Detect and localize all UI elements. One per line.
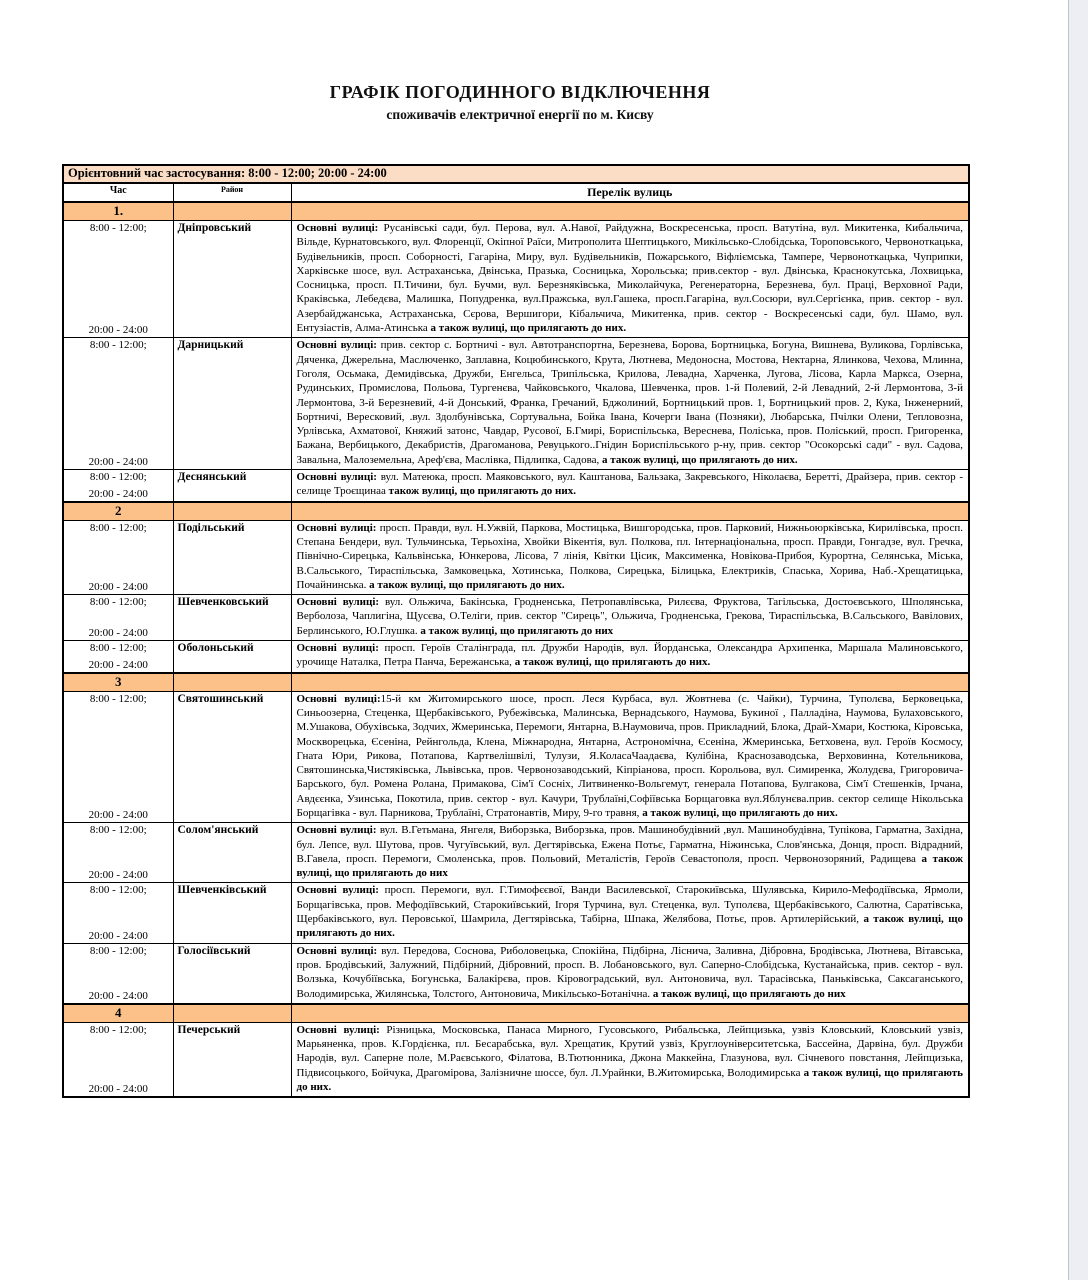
district-name: Голосіївський — [173, 943, 291, 1004]
group-row-2 — [63, 502, 969, 521]
column-header-time: Час — [63, 183, 173, 202]
time-cell — [63, 221, 173, 338]
time-morning: 8:00 - 12:00; — [89, 884, 147, 897]
streets-body: Різницька, Московська, Панаса Мирного, Гусовського, Рибальська, Лейпцизька, узвіз Кловський, Кловський узвіз, Марьяненка, пров. К.Гордієнка, пл. Бесарабська, вул. Хрещатик, Крутий узвіз, Круглоуніверситетська, Бассейна, Дарвіна, бул. Дружби Народів, вул. Саперне поле, М.Раєвського, Філатова, В.Тютюнника, Джона Маккейна, Глазунова, вул. Січневого повстання, Лейпцизька, Підвисоцького, Бойчука, Драгомірова, Залізничне шоссе, бул. Л.Урайнки, В.Житомирська, Володимирська — [296, 1023, 963, 1079]
table-row — [63, 221, 969, 338]
time-cell — [63, 520, 173, 594]
streets-lead: Основні вулиці: — [296, 824, 377, 837]
time-cell — [63, 641, 173, 673]
time-evening: 20:00 - 24:00 — [88, 456, 148, 469]
scrollbar-track[interactable] — [1068, 0, 1088, 1280]
streets-tail: а також вулиці, що прилягають до них. — [430, 322, 627, 335]
time-cell — [63, 595, 173, 641]
streets-list — [291, 691, 969, 823]
time-morning: 8:00 - 12:00; — [89, 339, 147, 352]
district-name: Дарницький — [173, 338, 291, 470]
time-cell — [63, 943, 173, 1004]
streets-list — [291, 1022, 969, 1097]
streets-list — [291, 595, 969, 641]
streets-tail: також вулиці, що прилягають до них. — [388, 485, 576, 498]
table-row — [63, 470, 969, 502]
streets-tail: а також вулиці, що прилягають до них. — [642, 806, 838, 819]
time-cell — [63, 470, 173, 502]
time-morning: 8:00 - 12:00; — [89, 692, 147, 705]
streets-tail: а також вулиці, що прилягають до них. — [369, 578, 565, 591]
streets-body: просп. Перемоги, вул. Г.Тимофєєвої, Ванди Василевської, Старокиївська, Шулявська, Кирило-Мефодіївська, Ярмоли, Борщагівська, пров. Мефодіївський, Старокиївський, Ігоря Турчина, вул. Стеценка, вул. Туполєва, Щербаківського, Салютна, Саратівська, Щербаківського, вул. Перовської, Шамрила, Дегтярівська, Табірна, Шпака, Желябова, Потьє, пров. Артилерійський, — [296, 884, 963, 926]
table-row — [63, 520, 969, 594]
table-row — [63, 883, 969, 943]
streets-list — [291, 338, 969, 470]
streets-lead: Основні вулиці: — [296, 642, 379, 655]
streets-body: 15-й км Житомирського шосе, просп. Леся Курбаса, вул. Жовтнева (с. Чайки), Турчина, Туполєва, Берковецька, Синьоозерна, Стеценка, Щербаківського, Рубежівська, Малинська, Вернадського, Наумова, Букиної , Палладіна, Наумова, Булаховського, М.Ушакова, Обухівська, Зодчих, Жмеринська, Перемоги, Янтарна, В.Наумовича, пров. Прикладний, Блока, Драй-Хмари, Костюка, Кіровська, Москворецька, Єсеніна, Рейнгольда, Клена, Міжнародна, Янтарна, Астрономічна, Єсеніна, Жмеринська, Бетховена, вул. Героїв Космосу, Гната Юри, Рикова, Потапова, Картвелішвілі, Тулузи, Я.КоласаЧаадаєва, Кулібіна, Краснозаводська, Верховинна, Котельникова, Святошинська,Чистяківська, Львівська, пров. Червонозаводський, Кіпріанова, просп. Корольова, вул. Симиренка, Жолудєва, Григоровича-Барського, бул. Ромена Ролана, Примакова, Сім'ї Сосніх, Литвиненко-Вольгемут, генерала Потапова, Булгакова, Сім'ї Стешенків, Ірчана, Авдєєнка, Узинська, Покотила, прив. сектор - вул. Качури, Трублаїні,Софіївська Борщаговка вул.Яблунєва.прив. сектор селище Нікольська Борщагівка - вул. Парникова, Трублаїні, Стратонавтів, Миру, 9-го травня, — [296, 692, 963, 819]
group-row-3 — [63, 673, 969, 692]
group-row-1 — [63, 202, 969, 221]
streets-list — [291, 883, 969, 943]
district-name: Подільський — [173, 520, 291, 594]
table-row — [63, 641, 969, 673]
time-evening: 20:00 - 24:00 — [88, 869, 148, 882]
streets-body: вул. Передова, Соснова, Риболовецька, Спокійна, Підбірна, Ліснича, Заливна, Дібровна, Бродівська, Лютнева, Вітавська, пров. Бродівський, Залужний, Підбірний, Дібровний, просп. В. Лобановського, вул. Саперно-Слобідська, Кустанайська, прив. сектор - вул. Волзька, Кочубіївська, Богунська, Балакірєва, пров. Кіровоградський, вул. Антоновича, вул. Тарасівська, Паньківська, Саксаганського, Володимирська, Жилянська, Толстого, Антоновича, Микільсько-Ботанічна. — [296, 944, 964, 1000]
table-row — [63, 338, 969, 470]
time-evening: 20:00 - 24:00 — [88, 1083, 148, 1096]
streets-tail: а також вулиці, що прилягають до них — [296, 852, 964, 880]
streets-tail: а також вулиці, що прилягають до них. — [514, 656, 711, 669]
time-cell — [63, 1022, 173, 1097]
district-name: Шевченківський — [173, 883, 291, 943]
district-name: Дніпровський — [173, 221, 291, 338]
time-morning: 8:00 - 12:00; — [89, 222, 147, 234]
streets-tail: а також вулиці, що прилягають до них. — [296, 1066, 963, 1094]
time-morning: 8:00 - 12:00; — [89, 824, 147, 837]
time-evening: 20:00 - 24:00 — [88, 627, 148, 640]
streets-lead: Основні вулиці: — [296, 471, 377, 484]
applied-time-note-row — [63, 165, 969, 183]
streets-body: вул. В.Гетьмана, Янгеля, Виборзька, Виборзька, пров. Машинобудівний ,вул. Машинобудівна, Тупікова, Гарматна, Західна, бул. Лепсе, вул. Шутова, пров. Чугуївський, вул. Дегтярівська, Ежена Потьє, Гарматна, Ніжинська, Слов'янська, Донця, просп. Відрадний, В.Гавела, просп. Перемоги, Смоленська, пров. Польовий, Металістів, Героїв Севастополя, просп. Червонозоряний, Радищева — [296, 824, 963, 865]
column-header-streets: Перелік вулиць — [291, 183, 969, 202]
streets-body: просп. Героїв Сталінграда, пл. Дружби Народів, вул. Йорданська, Олександра Архипенка, Маршала Малиновського, урочище Наталка, Петра Панча, Бережанська, — [296, 642, 963, 669]
streets-body: прив. сектор с. Бортничі - вул. Автотранспортна, Березнева, Борова, Бортницька, Богуна, Вишнева, Вуликова, Горлівська, Дяченка, Джерельна, Маслюченко, Заплавна, Коцюбинського, Крута, Лютнева, Медоносна, Мостова, Нектарна, Ялинкова, Чехова, Млинна, Гоголя, Осьмака, Демидівська, Дружби, Енгельса, Трипільська, Крилова, Левадна, Харченка, Лугова, Лісова, Карла Маркса, Озерна, Рудинських, Промислова, Польова, Тургенєва, Чайковського, Чкалова, Шевченка, пров. 1-й Полевий, 2-й Левадний, 2-й Лермонтова, 3-й Лермонтова, 3-й Березневий, 4-й Донський, Франка, Гречаний, Бджолиний, Бортницький пров. 1, Бортницький пров. 2, Кука, Інженерний, Бортничі, Вересковий, .вул. Здолбунівська, Сортувальна, Бойка Івана, Кочерги Івана (Позняки), Любарська, Пчілки Олени, Тепловозна, Урлівська, Ахматової, Княжий затонс, Чавдар, Русової, Б.Гмирі, Бориспільська, Вереснева, Поліська, пров. Поліський, просп. Григоренка, Бажана, Вербицького, Декабристів, Драгоманова, Ревуцького..Гнідин Бориспільського р-ну, прив. сектор "Осокорські сади" - вул. Садова, Завальна, Малоземельна, Ареф'єва, Маслівка, Підлипка, Садова, — [296, 339, 963, 466]
streets-lead: Основні вулиці: — [296, 692, 381, 705]
streets-body: вул. Ольжича, Бакінська, Гродненська, Петропавлівська, Рилєєва, Фруктова, Тагільська, Достоєвського, Шполянська, Верболоза, Чаплигіна, Щусєва, О.Теліги, прив. сектор "Сирець", Ольжича, Гродненська, Грекова, Тираспільська, В.Сальського, Вавілових, Берлинського, Ю.Глушка. — [296, 596, 964, 637]
streets-lead: Основні вулиці: — [296, 1023, 380, 1036]
time-morning: 8:00 - 12:00; — [89, 521, 147, 534]
time-evening: 20:00 - 24:00 — [88, 809, 148, 822]
page-subtitle: споживачів електричної енергії по м. Кисву — [386, 107, 654, 122]
group-row-4 — [63, 1004, 969, 1023]
streets-lead: Основні вулиці: — [296, 339, 377, 352]
time-evening: 20:00 - 24:00 — [88, 658, 148, 671]
streets-list — [291, 470, 969, 502]
streets-list — [291, 520, 969, 594]
time-evening: 20:00 - 24:00 — [88, 581, 148, 594]
time-evening: 20:00 - 24:00 — [88, 989, 148, 1002]
table-row — [63, 595, 969, 641]
group-number: 3 — [63, 673, 173, 692]
time-morning: 8:00 - 12:00; — [89, 596, 147, 609]
time-morning: 8:00 - 12:00; — [89, 642, 147, 655]
outage-schedule-table — [62, 164, 970, 1098]
district-name: Оболоньський — [173, 641, 291, 673]
streets-lead: Основні вулиці: — [296, 596, 380, 609]
time-cell — [63, 883, 173, 943]
district-name: Святошинський — [173, 691, 291, 823]
group-number: 2 — [63, 502, 173, 521]
streets-list — [291, 641, 969, 673]
time-morning: 8:00 - 12:00; — [89, 944, 147, 957]
time-evening: 20:00 - 24:00 — [88, 929, 148, 942]
time-morning: 8:00 - 12:00; — [89, 1023, 147, 1036]
streets-tail: а також вулиці, що прилягають до них — [652, 987, 846, 1000]
table-row — [63, 943, 969, 1004]
district-name: Печерський — [173, 1022, 291, 1097]
table-row — [63, 1022, 969, 1097]
group-number: 1. — [63, 202, 173, 221]
table-row — [63, 691, 969, 823]
streets-lead: Основні вулиці: — [296, 944, 378, 957]
time-evening: 20:00 - 24:00 — [88, 324, 148, 337]
streets-list — [291, 823, 969, 883]
streets-lead: Основні вулиці: — [296, 521, 377, 534]
streets-tail: а також вулиці, що прилягають до них — [420, 624, 614, 637]
table-row — [63, 823, 969, 883]
time-cell — [63, 691, 173, 823]
time-morning: 8:00 - 12:00; — [89, 471, 147, 484]
applied-time-note: Орієнтовний час застосування: 8:00 - 12:00; 20:00 - 24:00 — [63, 165, 969, 183]
time-cell — [63, 823, 173, 883]
streets-lead: Основні вулиці: — [296, 884, 379, 897]
streets-tail: а також вулиці, що прилягають до них. — [296, 913, 963, 940]
district-name: Деснянський — [173, 470, 291, 502]
district-name: Солом'янський — [173, 823, 291, 883]
streets-list — [291, 943, 969, 1004]
streets-tail: а також вулиці, що прилягають до них. — [602, 453, 798, 466]
column-header-district: Район — [173, 183, 291, 202]
streets-list — [291, 221, 969, 338]
streets-body: вул. Матеюка, просп. Маяковського, вул. Каштанова, Бальзака, Закревського, Ніколаєва, Беретті, Драйзера, прив. сектор - селище Троєщинаа — [296, 471, 964, 498]
page-title: ГРАФІК ПОГОДИННОГО ВІДКЛЮЧЕННЯ — [329, 82, 711, 102]
time-evening: 20:00 - 24:00 — [88, 487, 148, 500]
streets-body: просп. Правди, вул. Н.Ужвій, Паркова, Мостицька, Вишгородська, пров. Парковий, Нижньоюрківська, Кирилівська, просп. Степана Бендери, вул. Тульчинська, Терьохіна, Хвойки Вікентія, вул. Полкова, пл. Інтернаціональна, просп. Правди, Гонгадзе, вул. Гречка, Північно-Сирецька, Кальвінська, Юнкерова, Лісова, 7 лінія, Квітки Цісик, Максименка, Новікова-Прибоя, Курортна, Селянська, Міська, В.Сальського, Тираспільська, Замковецька, Хотинська, Полкова, Сирецька, Білицька, Електриків, Спаська, Хорива, Наб.-Хрещатицька, Почайнинська. — [296, 521, 963, 591]
column-header-row — [63, 183, 969, 202]
time-cell — [63, 338, 173, 470]
streets-lead: Основні вулиці: — [296, 222, 379, 234]
group-number: 4 — [63, 1004, 173, 1023]
streets-body: Русанівські сади, бул. Перова, вул. А.Навої, Райдужна, Воскресенська, просп. Ватутіна, вул. Микитенка, Кибальчича, Вільде, Курнатовського, вул. Флоренції, Окіпної Раїси, Митрополита Шептицького, Микільсько-Слобідська, Тороповського, Червоноткацька, Будівельників, просп. Соборності, Гагаріна, Миру, вул. Будівельників, Пожарського, Віфліємська, Тампере, Червоноткацька, Чуприпки, Харківське шосе, вул. Астраханська, Двінська, Празька, Сосницька, Хорольська; прив.сектор - вул. Двінська, Краснокутська, Лохвицька, Сосницька, просп. П.Тичини, бул. Бучми, вул. Березняківська, Миколайчука, Регенераторна, Березнева, бул. Праці, Верховної Ради, Краківська, Лебедєва, Малишка, Попудренка, вул.Пражська, вул.Гашека, просп.Гагаріна, вул.Сосюри, вул.Сергієнка, прив. сектор - вул. Азербайджанська, Астраханська, Сєрова, Вершигори, Кібальчича, Микитенка, прив. сектор - Воскресенські сади, бул. Шамо, вул. Ентузіастів, Алма-Атинська — [296, 222, 964, 335]
district-name: Шевченковський — [173, 595, 291, 641]
